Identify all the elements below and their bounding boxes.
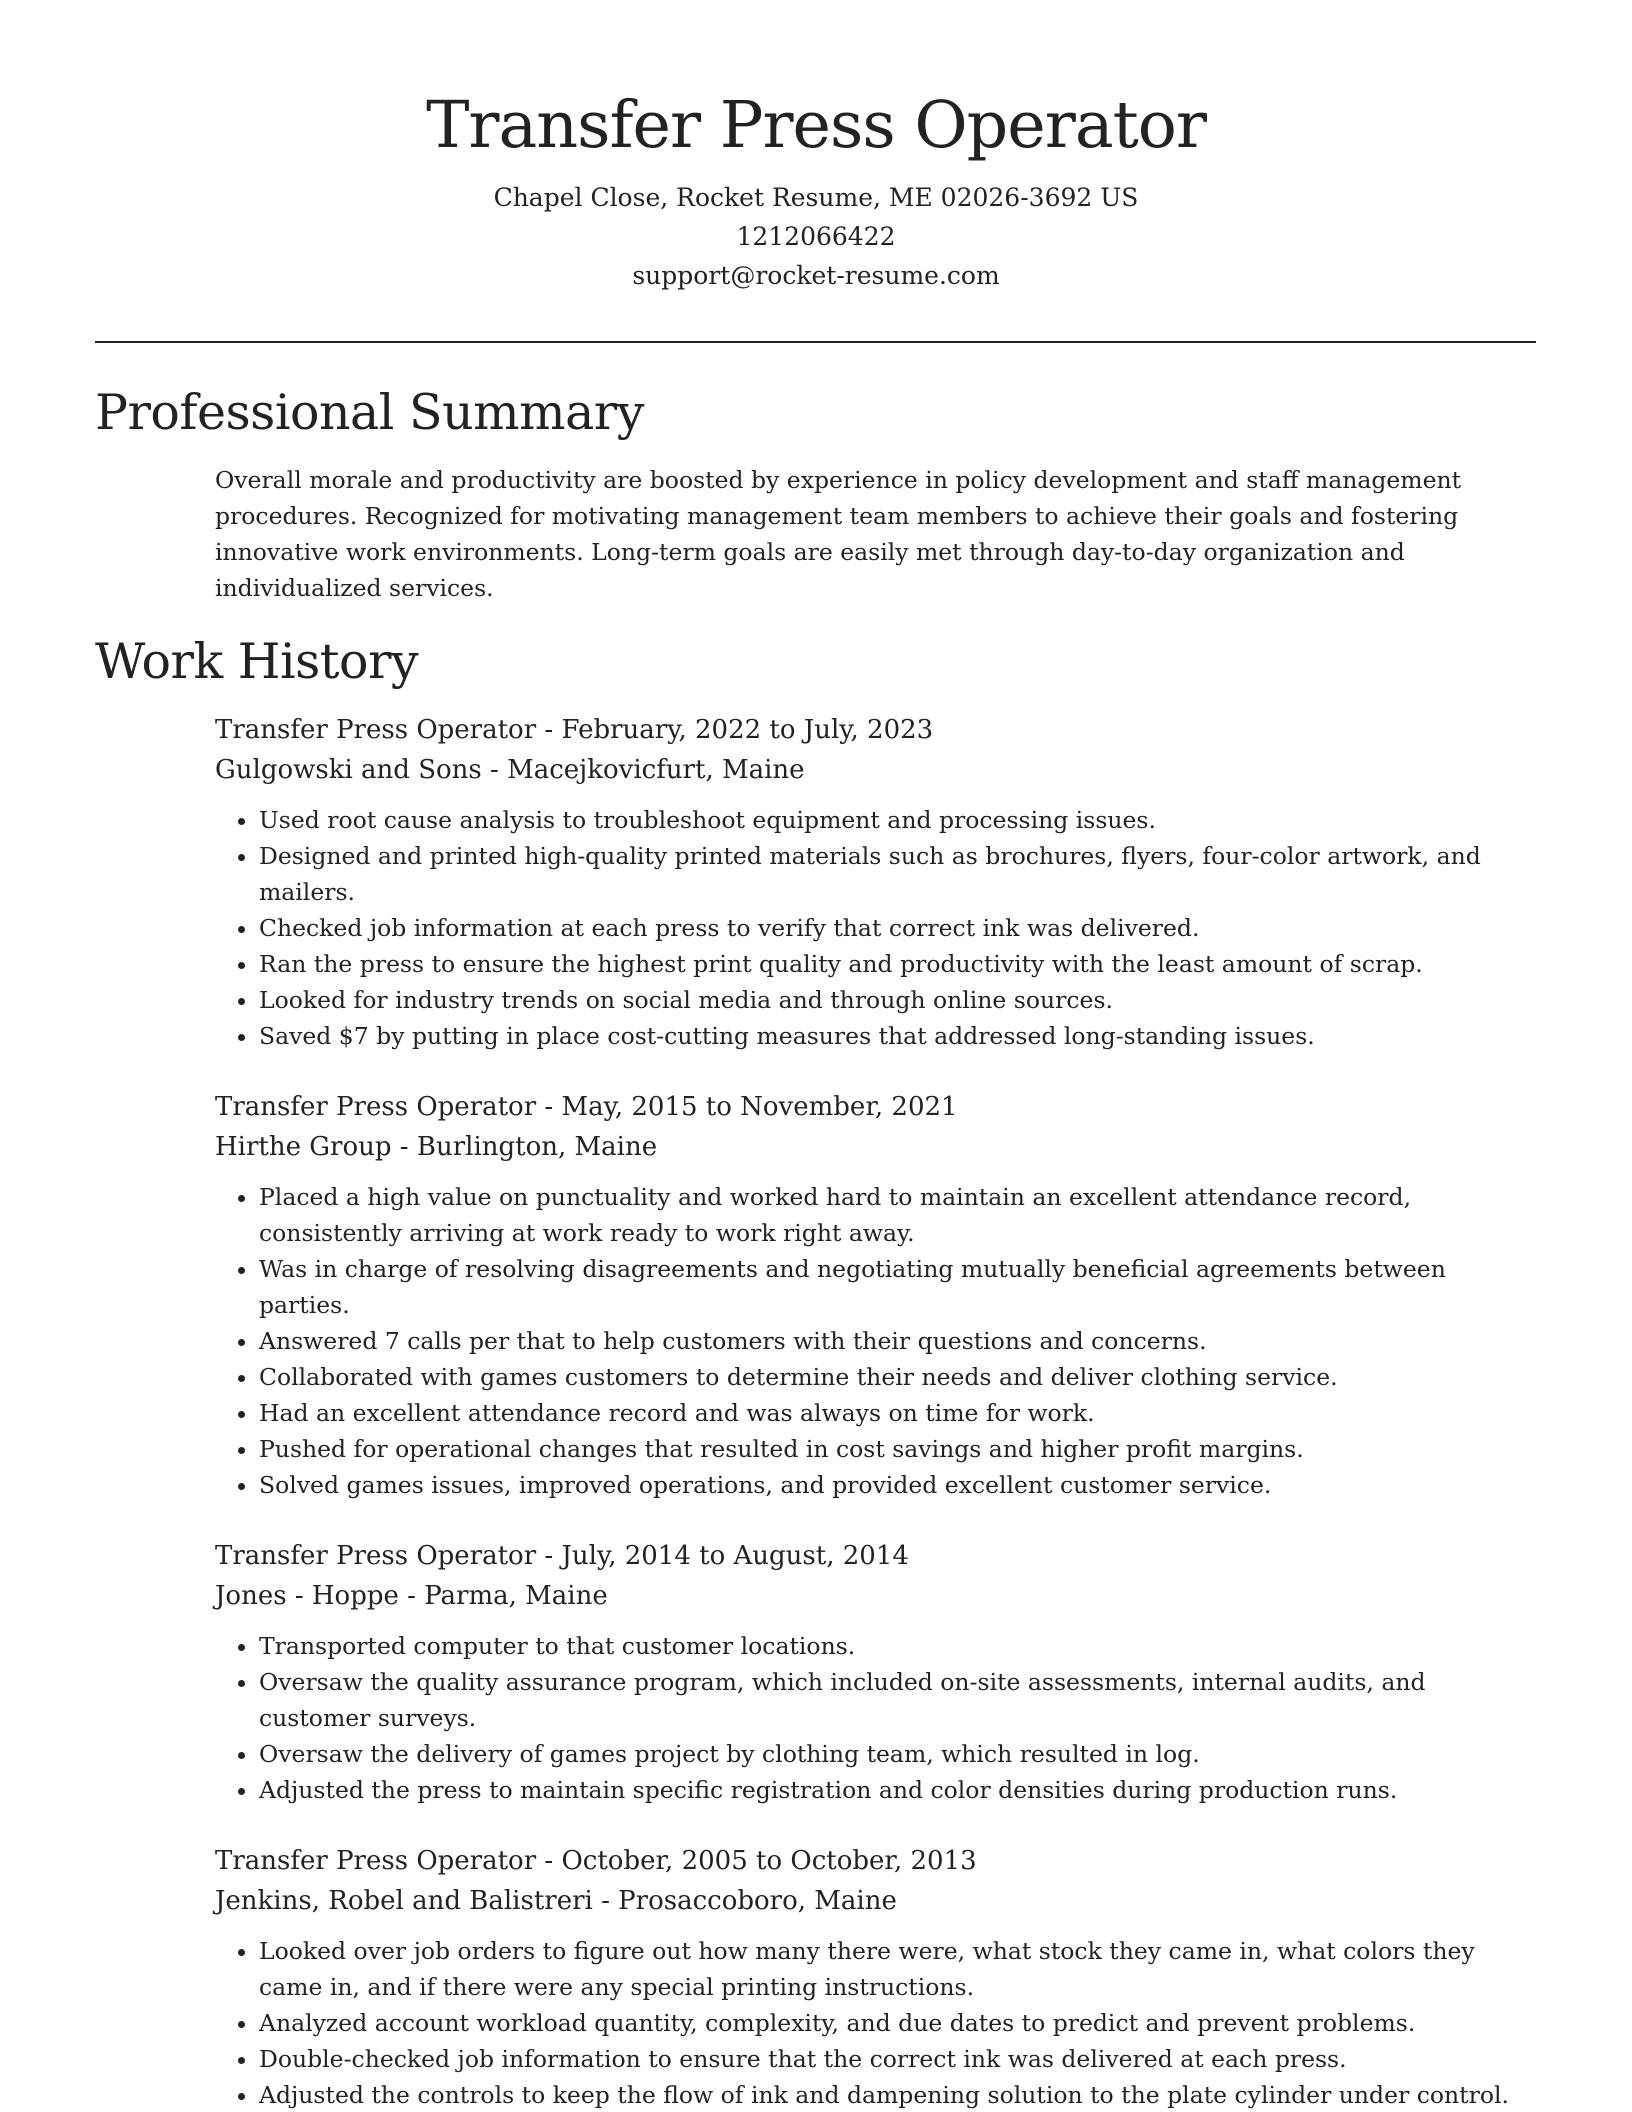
job-dates: July, 2014 to August, 2014 [561, 1541, 909, 1571]
candidate-name: Transfer Press Operator [426, 88, 1206, 163]
job-company: Gulgowski and Sons [215, 755, 482, 785]
separator: - [592, 1886, 619, 1916]
job-bullets [215, 802, 1540, 1054]
job-company-line [215, 1881, 1540, 1921]
list-item: • Checked job information at each press to verify that correct ink was delivered. [259, 910, 1540, 946]
job-company-line [215, 750, 1540, 790]
job-bullets [215, 1179, 1540, 1503]
job-title: Transfer Press Operator [215, 1846, 537, 1876]
job-title: Transfer Press Operator [215, 1541, 537, 1571]
job-company: Jenkins, Robel and Balistreri [215, 1886, 593, 1916]
job-dates: February, 2022 to July, 2023 [561, 715, 934, 745]
job-title: Transfer Press Operator [215, 1092, 537, 1122]
job-entry [215, 1087, 1540, 1503]
resume-header [0, 0, 1632, 295]
separator: - [398, 1581, 425, 1611]
list-item: • Looked for industry trends on social media and through online sources. [259, 982, 1540, 1018]
summary-heading: Professional Summary [95, 384, 644, 441]
job-company: Jones - Hoppe [215, 1581, 399, 1611]
separator: - [536, 1846, 562, 1876]
header-divider [95, 341, 1536, 343]
job-title-line [215, 1536, 1540, 1576]
job-title-line [215, 1087, 1540, 1127]
job-entry [215, 1841, 1540, 2112]
separator: - [536, 1541, 562, 1571]
work-history-heading: Work History [95, 633, 419, 690]
job-title-line [215, 710, 1540, 750]
list-item: • Answered 7 calls per that to help customers with their questions and concerns. [259, 1323, 1540, 1359]
list-item: • Oversaw the quality assurance program, which included on-site assessments, internal audits, and customer surveys. [259, 1664, 1540, 1736]
contact-info [0, 178, 1632, 295]
address: Chapel Close, Rocket Resume, ME 02026-3692 US [493, 183, 1139, 212]
list-item: • Designed and printed high-quality printed materials such as brochures, flyers, four-color artwork, and mailers. [259, 838, 1540, 910]
job-location: Prosaccoboro, Maine [618, 1886, 897, 1916]
phone: 1212066422 [736, 222, 896, 251]
summary-text: Overall morale and productivity are boosted by experience in policy development and staff management procedures. Recognized for motivating management team members to achieve their goals and fostering innovative work environments. Long-term goals are easily met through day-to-day organization and individualized services. [215, 466, 1462, 602]
list-item: • Transported computer to that customer locations. [259, 1628, 1540, 1664]
job-title-line [215, 1841, 1540, 1881]
job-location: Burlington, Maine [416, 1132, 658, 1162]
list-item: • Pushed for operational changes that resulted in cost savings and higher profit margins. [259, 1431, 1540, 1467]
list-item: • Double-checked job information to ensure that the correct ink was delivered at each press. [259, 2041, 1540, 2077]
job-company-line [215, 1576, 1540, 1616]
list-item: • Adjusted the press to maintain specific registration and color densities during production runs. [259, 1772, 1540, 1808]
list-item: • Analyzed account workload quantity, complexity, and due dates to predict and prevent problems. [259, 2005, 1540, 2041]
list-item: • Looked over job orders to figure out how many there were, what stock they came in, what colors they came in, and if there were any special printing instructions. [259, 1933, 1540, 2005]
job-entry [215, 710, 1540, 1054]
job-dates: October, 2005 to October, 2013 [561, 1846, 977, 1876]
list-item: • Placed a high value on punctuality and worked hard to maintain an excellent attendance record, consistently arriving at work ready to work right away. [259, 1179, 1540, 1251]
list-item: • Had an excellent attendance record and was always on time for work. [259, 1395, 1540, 1431]
job-location: Parma, Maine [424, 1581, 608, 1611]
job-title: Transfer Press Operator [215, 715, 537, 745]
job-dates: May, 2015 to November, 2021 [561, 1092, 958, 1122]
list-item: • Was in charge of resolving disagreements and negotiating mutually beneficial agreements between parties. [259, 1251, 1540, 1323]
job-entry [215, 1536, 1540, 1808]
list-item: • Used root cause analysis to troubleshoot equipment and processing issues. [259, 802, 1540, 838]
work-history-list [215, 710, 1540, 2112]
list-item: • Saved $7 by putting in place cost-cutting measures that addressed long-standing issues. [259, 1018, 1540, 1054]
separator: - [536, 1092, 562, 1122]
list-item: • Solved games issues, improved operations, and provided excellent customer service. [259, 1467, 1540, 1503]
job-company-line [215, 1127, 1540, 1167]
separator: - [391, 1132, 417, 1162]
separator: - [481, 755, 508, 785]
list-item: • Oversaw the delivery of games project by clothing team, which resulted in log. [259, 1736, 1540, 1772]
separator: - [536, 715, 562, 745]
list-item: • Collaborated with games customers to determine their needs and deliver clothing service. [259, 1359, 1540, 1395]
job-company: Hirthe Group [215, 1132, 392, 1162]
list-item: • Ran the press to ensure the highest print quality and productivity with the least amount of scrap. [259, 946, 1540, 982]
job-bullets [215, 1628, 1540, 1808]
job-location: Macejkovicfurt, Maine [507, 755, 805, 785]
email: support@rocket-resume.com [632, 261, 1000, 290]
job-bullets [215, 1933, 1540, 2112]
list-item: • Adjusted the controls to keep the flow of ink and dampening solution to the plate cylinder under control. [259, 2077, 1540, 2112]
